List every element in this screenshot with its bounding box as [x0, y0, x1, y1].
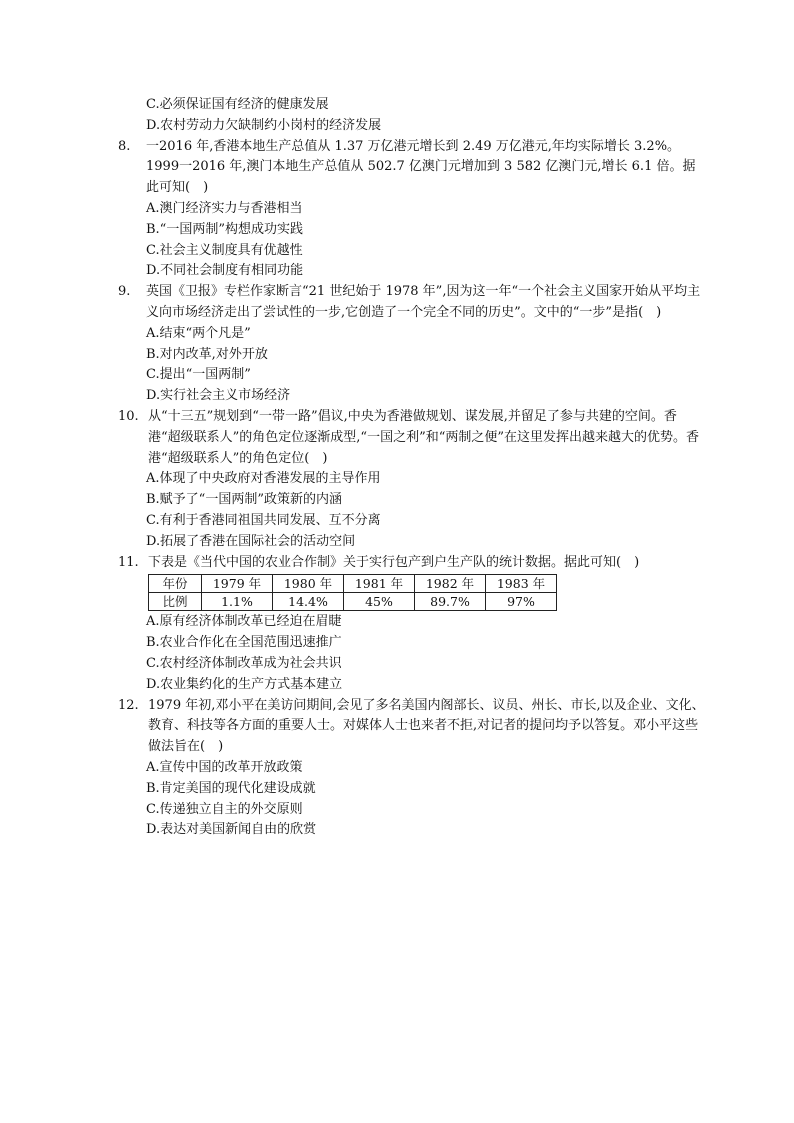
table-cell: 1982 年	[415, 575, 486, 593]
question-number: 8.	[118, 138, 131, 154]
table-cell: 1983 年	[486, 575, 557, 593]
option-a: A.原有经济体制改革已经迫在眉睫	[146, 614, 342, 630]
table-header-row	[149, 575, 557, 593]
previous-question-options	[118, 95, 708, 137]
option-c: C.提出“一国两制”	[146, 367, 251, 383]
table-cell: 1981 年	[344, 575, 415, 593]
table-cell: 89.7%	[415, 593, 486, 611]
question-8	[118, 137, 708, 283]
option-c: C.必须保证国有经济的健康发展	[146, 97, 329, 112]
question-9	[118, 282, 708, 407]
question-12	[118, 696, 708, 842]
question-stem: 下表是《当代中国的农业合作制》关于实行包产到户生产队的统计数据。据此可知( )	[148, 554, 640, 570]
question-stem: 英国《卫报》专栏作家断言“21 世纪始于 1978 年”,因为这一年“一个社会主义国家开始从平均主义向市场经济走出了尝试性的一步,它创造了一个完全不同的历史”。文中的“一步”是指( )	[146, 284, 701, 320]
table-cell: 1979 年	[202, 575, 273, 593]
question-10	[118, 407, 708, 553]
statistics-table	[148, 574, 557, 611]
question-number: 10.	[118, 408, 139, 424]
option-d: D.拓展了香港在国际社会的活动空间	[146, 533, 356, 549]
option-d: D.表达对美国新闻自由的欣赏	[146, 822, 317, 838]
option-a: A.宣传中国的改革开放政策	[146, 759, 303, 775]
option-c: C.农村经济体制改革成为社会共识	[146, 655, 342, 671]
question-stem: 一2016 年,香港本地生产总值从 1.37 万亿港元增长到 2.49 万亿港元,年均实际增长 3.2%。1999一2016 年,澳门本地生产总值从 502.7 亿澳门元增加到 3 582 亿澳门元,增长 6.1 倍。据此可知( )	[146, 138, 696, 196]
table-cell: 14.4%	[273, 593, 344, 611]
table-cell: 1.1%	[202, 593, 273, 611]
table-cell: 1980 年	[273, 575, 344, 593]
table-cell: 年份	[149, 575, 202, 593]
option-b: B.农业合作化在全国范围迅速推广	[146, 635, 342, 651]
option-c: C.社会主义制度具有优越性	[146, 242, 303, 258]
option-b: B.肯定美国的现代化建设成就	[146, 780, 316, 796]
question-number: 11.	[118, 554, 139, 570]
option-a: A.结束“两个凡是”	[146, 325, 251, 341]
table-cell: 97%	[486, 593, 557, 611]
table-cell: 比例	[149, 593, 202, 611]
option-d: D.农业集约化的生产方式基本建立	[146, 676, 343, 692]
table-cell: 45%	[344, 593, 415, 611]
option-a: A.体现了中央政府对香港发展的主导作用	[146, 471, 381, 487]
option-b: B.赋予了“一国两制”政策新的内涵	[146, 492, 342, 508]
option-d: D.实行社会主义市场经济	[146, 388, 291, 404]
option-a: A.澳门经济实力与香港相当	[146, 200, 303, 216]
option-b: B.“一国两制”构想成功实践	[146, 221, 303, 237]
question-list	[118, 95, 708, 841]
question-number: 9.	[118, 284, 131, 300]
question-number: 12.	[118, 697, 139, 713]
option-c: C.传递独立自主的外交原则	[146, 801, 303, 817]
option-d: D.不同社会制度有相同功能	[146, 263, 304, 279]
option-d: D.农村劳动力欠缺制约小岗村的经济发展	[146, 117, 382, 133]
option-c: C.有利于香港同祖国共同发展、互不分离	[146, 512, 381, 528]
table-row	[149, 593, 557, 611]
question-stem: 1979 年初,邓小平在美访问期间,会见了多名美国内阁部长、议员、州长、市长,以及企业、文化、教育、科技等各方面的重要人士。对媒体人士也来者不拒,对记者的提问均予以答复。邓小平这些做法旨在( )	[148, 697, 705, 755]
question-stem: 从“十三五”规划到“一带一路”倡议,中央为香港做规划、谋发展,并留足了参与共建的空间。香港“超级联系人”的角色定位逐渐成型,“一国之利”和“两制之便”在这里发挥出越来越大的优势。香港“超级联系人”的角色定位( )	[148, 408, 700, 466]
question-11	[118, 553, 708, 696]
option-b: B.对内改革,对外开放	[146, 346, 268, 362]
